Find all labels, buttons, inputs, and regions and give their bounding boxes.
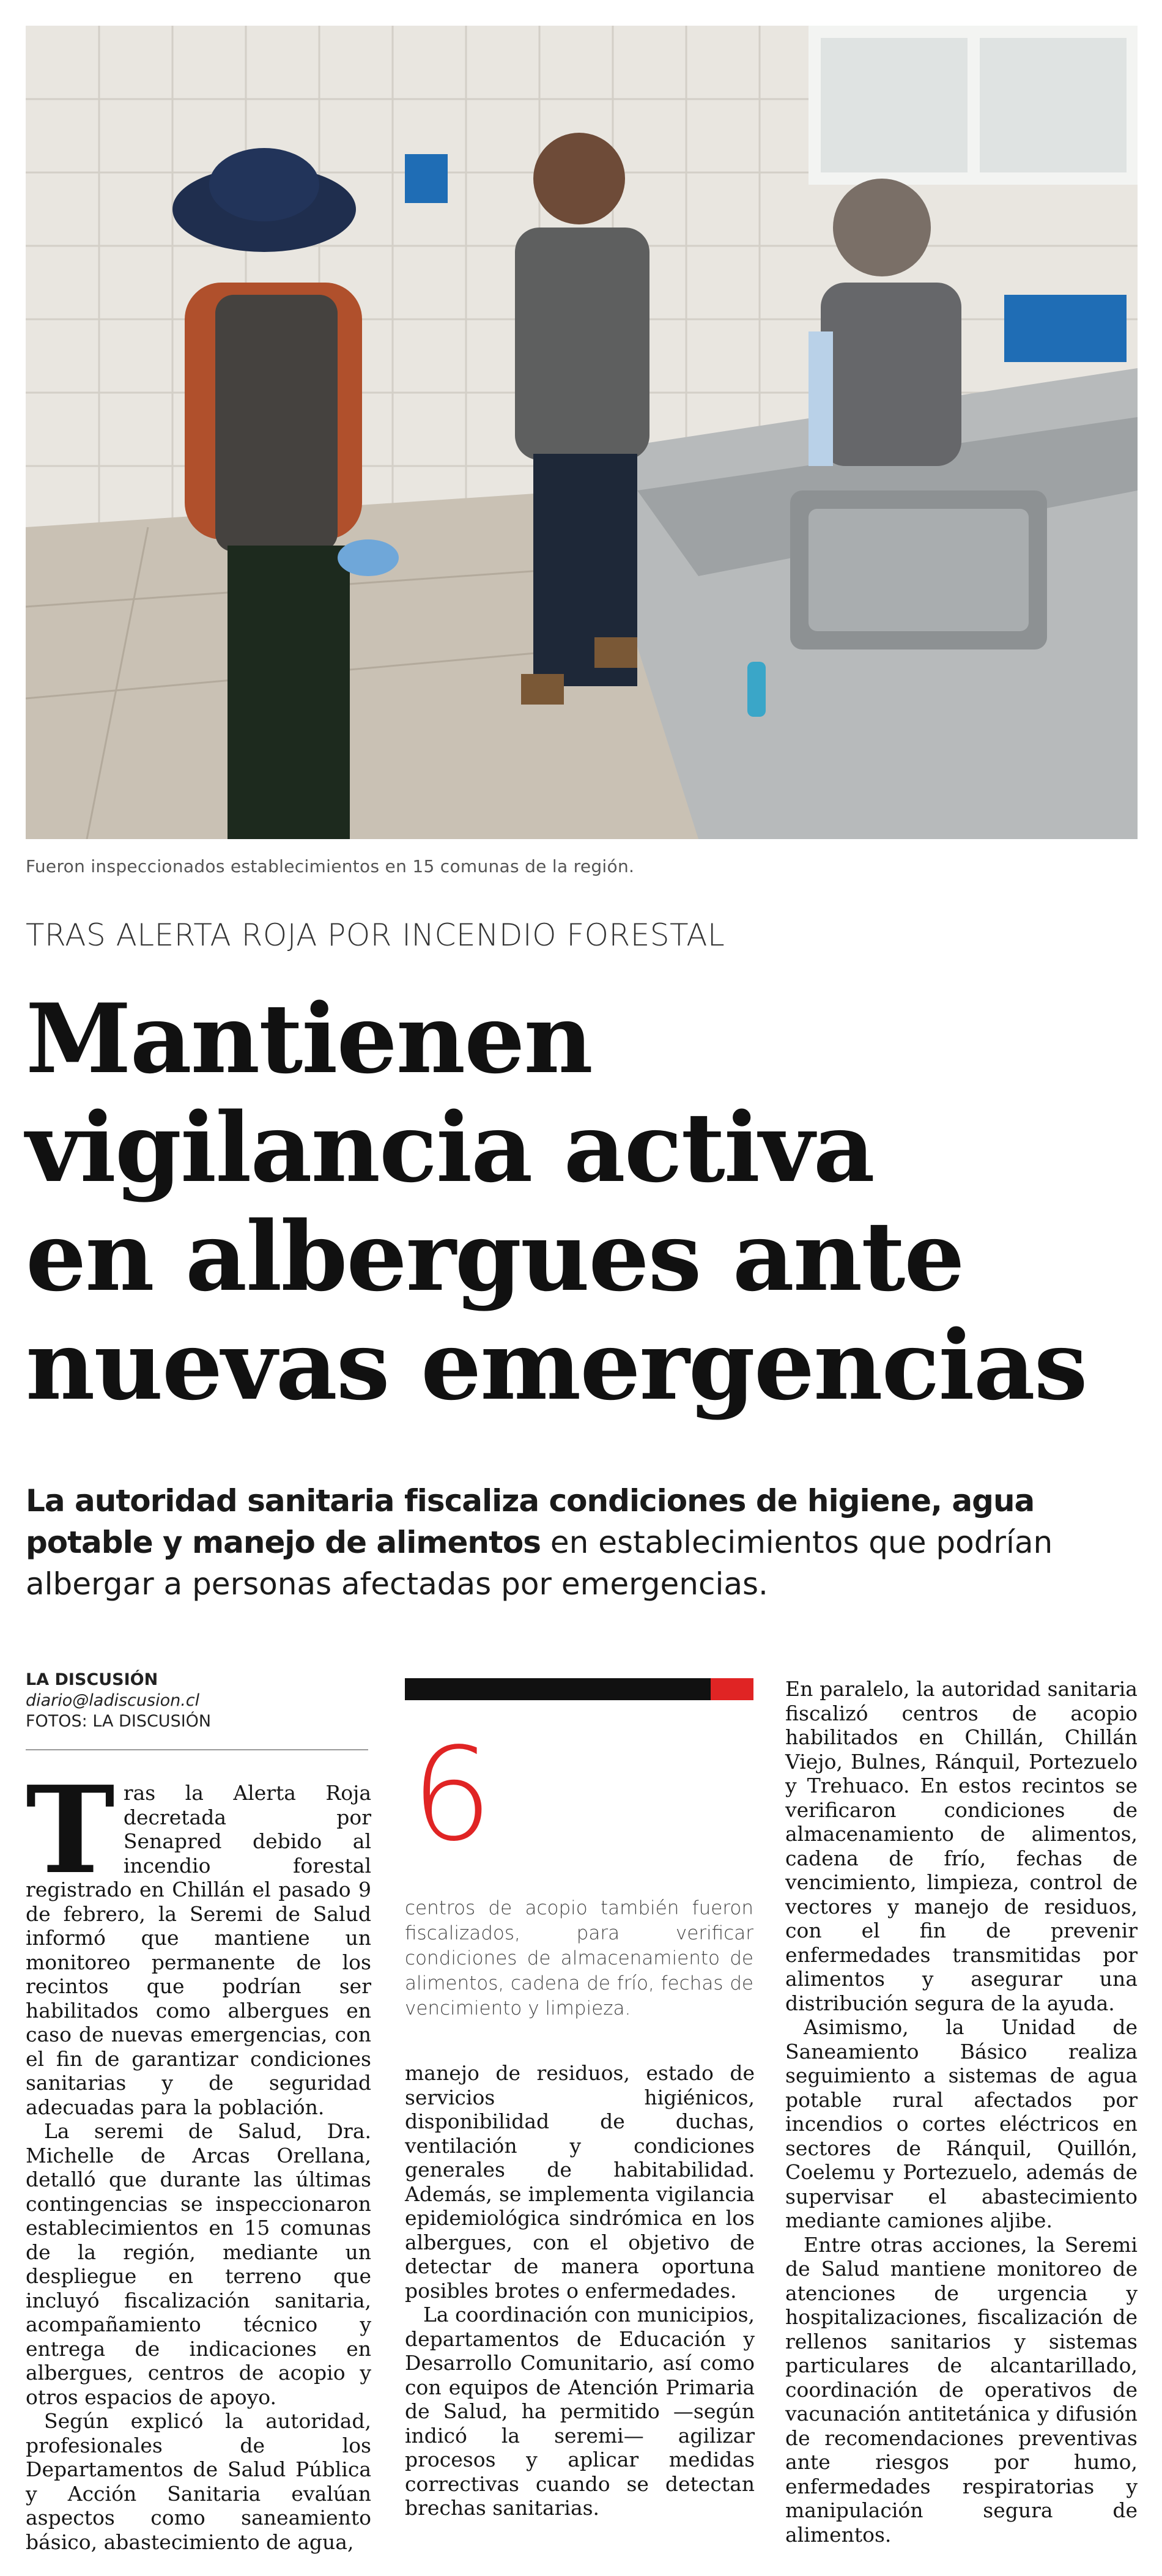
deck-regular: en establecimientos que podrían albergar a personas afectadas por emergencias. <box>26 1525 1053 1602</box>
paragraph: La seremi de Salud, Dra. Michelle de Arcas Orellana, detalló que durante las últimas contingencias se inspeccionaron establecimientos en 15 comunas de la región, mediante un despliegue en terreno que incluyó fiscalización sanitaria, acompañamiento técnico y entrega de indicaciones en albergues, centros de acopio y otros espacios de apoyo. <box>26 2119 371 2409</box>
paragraph: Asimismo, la Unidad de Saneamiento Básico realiza seguimiento a sistemas de agua potable rural afectados por incendios o cortes eléctricos en sectores de Ránquil, Quillón, Coelemu y Portezuelo, además de supervisar el abastecimiento mediante camiones aljibe. <box>785 2015 1138 2232</box>
sidebar-text: centros de acopio también fueron fiscalizados, para verificar condiciones de almacenamiento de alimentos, cadena de frío, fechas de vencimiento y limpieza. <box>405 1897 753 2019</box>
sidebar-accent-bar <box>711 1678 753 1700</box>
paragraph: En paralelo, la autoridad sanitaria fiscalizó centros de acopio habilitados en Chillán, Chillán Viejo, Bulnes, Ránquil, Portezuelo y Trehuaco. En estos recintos se verificaron condiciones de almacenamiento de alimentos, cadena de frío, fechas de vencimiento, limpieza, control de vectores y manejo de residuos, con el fin de prevenir enfermedades transmitidas por alimentos y asegurar una distribución segura de la ayuda. <box>785 1677 1138 2015</box>
dropcap: T <box>26 1760 115 1901</box>
article-column-2 <box>405 2061 755 2520</box>
headline-line: nuevas emergencias <box>26 1309 1087 1421</box>
deck-bold: La autoridad sanitaria fiscaliza condiciones de higiene, agua potable y manejo de alimentos <box>26 1483 1035 1560</box>
byline-photos: FOTOS: LA DISCUSIÓN <box>26 1712 212 1731</box>
byline <box>26 1670 211 1732</box>
article-column-1 <box>26 1760 371 2554</box>
article-headline <box>26 985 1151 1420</box>
byline-divider <box>26 1749 368 1750</box>
article-deck <box>26 1480 1139 1605</box>
article-photo <box>26 26 1138 839</box>
paragraph: manejo de residuos, estado de servicios higiénicos, disponibilidad de duchas, ventilación y condiciones generales de habitabilidad. Además, se implementa vigilancia epidemiológica sindrómica en los albergues, con el objetivo de detectar de manera oportuna posibles brotes o enfermedades. <box>405 2061 755 2303</box>
paragraph: Tras la Alerta Roja decretada por Senapred debido al incendio forestal registrado en Chillán el pasado 9 de febrero, la Seremi de Salud informó que mantiene un monitoreo permanente de los recintos que podrían ser habilitados como albergues en caso de nuevas emergencias, con el fin de garantizar condiciones sanitarias y de seguridad adecuadas para la población. <box>26 1760 371 2119</box>
paragraph: Según explicó la autoridad, profesionales de los Departamentos de Salud Pública y Acción Sanitaria evalúan aspectos como saneamiento básico, abastecimiento de agua, <box>26 2409 371 2554</box>
sidebar-number: 6 <box>411 1720 493 1870</box>
photo-caption: Fueron inspeccionados establecimientos en 15 comunas de la región. <box>26 856 635 876</box>
headline-line: en albergues ante <box>26 1201 964 1312</box>
photo-icon <box>26 26 1138 839</box>
paragraph: Entre otras acciones, la Seremi de Salud mantiene monitoreo de atenciones de urgencia y hospitalizaciones, fiscalización de rellenos sanitarios y sistemas particulares de alcantarillado, coordinación de operativos de vacunación antitetánica y difusión de recomendaciones preventivas ante riesgos por humo, enfermedades respiratorias y manipulación segura de alimentos. <box>785 2232 1138 2547</box>
article-column-3 <box>785 1677 1138 2547</box>
byline-name: LA DISCUSIÓN <box>26 1670 158 1689</box>
headline-line: vigilancia activa <box>26 1092 874 1204</box>
paragraph: La coordinación con municipios, departamentos de Educación y Desarrollo Comunitario, así como con equipos de Atención Primaria de Salud, ha permitido —según indicó la seremi— agilizar procesos y aplicar medidas correctivas cuando se detectan brechas sanitarias. <box>405 2303 755 2520</box>
sidebar-bar <box>405 1678 711 1700</box>
byline-email[interactable]: diario@ladiscusion.cl <box>26 1691 200 1710</box>
headline-line: Mantienen <box>26 983 592 1095</box>
article-kicker: TRAS ALERTA ROJA POR INCENDIO FORESTAL <box>26 917 725 953</box>
